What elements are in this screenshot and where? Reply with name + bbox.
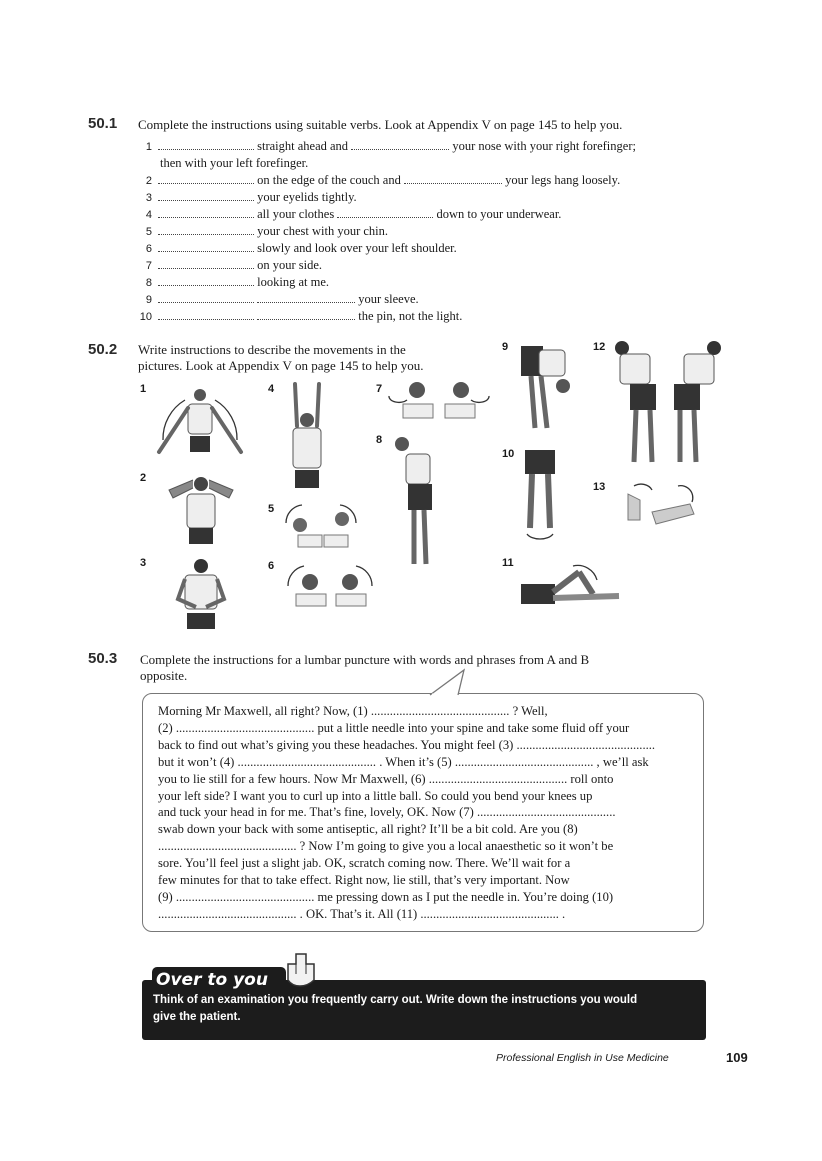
picture-label-11: 11 [502,557,514,569]
dialogue-line: (2) ............................................ put a little needle into your spine and take some fluid off your [158,720,630,735]
exercise-instruction-50-1: Complete the instructions using suitable verbs. Look at Appendix V on page 145 to help you. [138,117,623,132]
figure-foot-flex [612,480,700,528]
figure-arms-raise-side [145,382,255,460]
figure-head-rotate [280,560,380,608]
exercise-number-50-2: 50.2 [88,341,118,358]
dialogue-line: sore. You’ll feel just a slight jab. OK, scratch coming now. There. We’ll wait for a [158,856,571,871]
item-2: 2 on the edge of the couch and your legs hang loosely. [145,173,621,187]
picture-label-7: 7 [376,383,383,395]
lumbar-puncture-dialogue [158,703,690,923]
dialogue-line: but it won’t (4) ............................................ . When it’s (5) ............................................ , we’ll ask [158,754,649,769]
item-6: 6 slowly and look over your left shoulder. [145,241,457,255]
picture-label-5: 5 [268,503,275,515]
item-8: 8 looking at me. [145,275,329,289]
figure-hands-behind-head [163,470,239,548]
picture-label-4: 4 [268,383,275,395]
figure-side-bend-pair [610,338,726,470]
hand-pointer-icon [282,950,324,988]
figure-head-back-standing [388,432,444,572]
figure-knee-bend-lying [519,556,627,608]
picture-label-10: 10 [502,448,515,460]
exercise-number-50-3: 50.3 [88,650,118,667]
dialogue-line: ............................................ ? Now I’m going to give you a local anaesthetic so it won’t be [158,839,614,854]
footer-book-title: Professional English in Use Medicine [496,1052,669,1064]
exercise-instruction-50-2-line2: pictures. Look at Appendix V on page 145 to help you. [138,358,424,373]
dialogue-line: ............................................ . OK. That’s it. All (11) ............................................ . [158,906,566,921]
figure-legs-rotate [517,448,563,544]
item-10: 10 the pin, not the light. [139,309,463,323]
item-4: 4 all your clothes down to your underwear. [145,207,562,221]
over-to-you-line: give the patient. [153,1011,241,1023]
picture-label-12: 12 [593,341,606,353]
exercise-instruction-50-3-line2: opposite. [140,668,188,683]
item-9: 9 your sleeve. [145,292,419,306]
over-to-you-text [153,992,698,1026]
picture-label-6: 6 [268,560,275,572]
over-to-you-title: Over to you [152,967,286,993]
picture-label-3: 3 [140,557,147,569]
dialogue-line: back to find out what’s giving you these headaches. You might feel (3) ............................................ [158,737,656,752]
item-1: 1 straight ahead and your nose with your right forefinger; [145,139,636,153]
item-1-cont: then with your left forefinger. [160,156,309,170]
figure-head-tilt [280,497,362,549]
speech-box-pointer [428,668,472,696]
item-7: 7 on your side. [145,258,323,272]
dialogue-line: you to lie still for a few hours. Now Mr Maxwell, (6) ............................................ roll onto [158,771,614,786]
dialogue-line: your left side? I want you to curl up into a little ball. So could you bend your knees up [158,788,593,803]
figure-bend-forward [517,342,573,434]
picture-label-13: 13 [593,481,606,493]
picture-label-8: 8 [376,434,383,446]
dialogue-line: Morning Mr Maxwell, all right? Now, (1) ............................................ ? Well, [158,704,548,718]
exercise-number-50-1: 50.1 [88,115,118,132]
over-to-you-line: Think of an examination you frequently carry out. Write down the instructions you would [153,994,638,1006]
figure-head-turn [385,378,493,420]
picture-label-9: 9 [502,341,509,353]
dialogue-line: swab down your back with some antiseptic, all right? It’ll be a bit cold. Are you (8) [158,822,578,837]
dialogue-line: (9) ............................................ me pressing down as I put the needle in. You’re doing (10) [158,889,614,904]
page-number: 109 [726,1050,748,1065]
figure-arms-raised-up [282,380,332,492]
item-3: 3 your eyelids tightly. [145,190,357,204]
dialogue-line: and tuck your head in for me. That’s fine, lovely, OK. Now (7) ............................................ [158,805,616,820]
picture-label-1: 1 [140,383,147,395]
exercise-instruction-50-3-line1: Complete the instructions for a lumbar puncture with words and phrases from A and B [140,652,590,667]
item-5: 5 your chest with your chin. [145,224,389,238]
picture-label-2: 2 [140,472,147,484]
figure-hands-behind-back [168,555,234,633]
exercise-instruction-50-2-line1: Write instructions to describe the movements in the [138,342,406,357]
dialogue-line: few minutes for that to take effect. Right now, lie still, that’s very important. Now [158,873,570,888]
